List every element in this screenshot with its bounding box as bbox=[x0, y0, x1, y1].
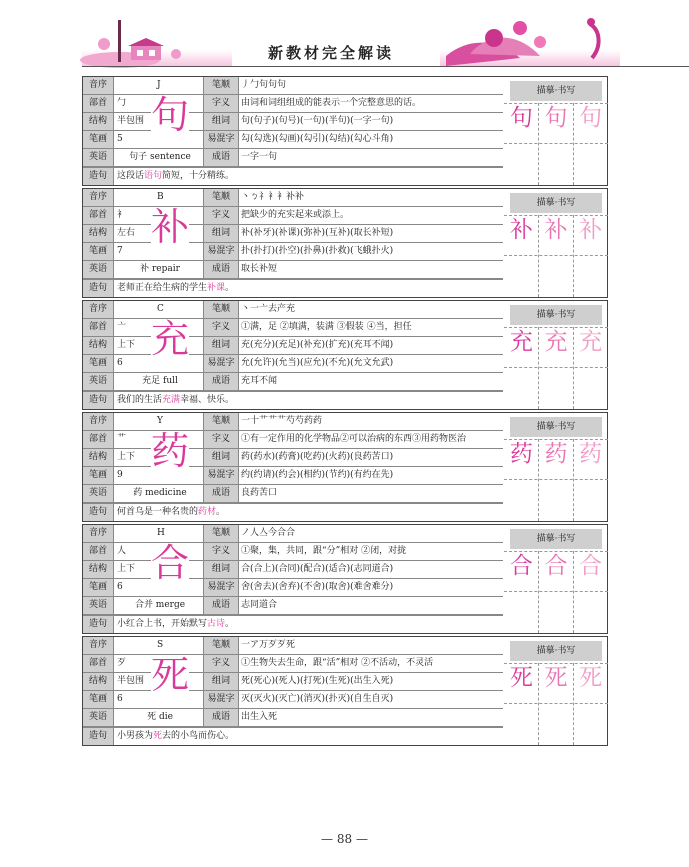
value-english: 药 medicine bbox=[133, 488, 187, 498]
copy-practice-header: 描摹·书写 bbox=[510, 193, 602, 213]
value-pinyin bbox=[117, 525, 203, 542]
value-sentence bbox=[117, 504, 225, 521]
label-yinxu: 音序 bbox=[83, 77, 114, 94]
copy-char-2[interactable]: 补 bbox=[544, 217, 568, 243]
label-bushou: 部首 bbox=[83, 655, 114, 672]
value-zuci: 死(死心)(死人)(打死)(生死)(出生入死) bbox=[241, 676, 394, 686]
character-card-2 bbox=[82, 188, 608, 298]
value-bishun: 一十艹艹艹芍芍药药 bbox=[241, 416, 323, 426]
header-rule bbox=[82, 66, 689, 67]
value-bihua: 6 bbox=[117, 694, 123, 704]
value-chengyu: 取长补短 bbox=[241, 264, 278, 274]
label-jiegou: 结构 bbox=[83, 337, 114, 354]
value-jiegou: 半包围 bbox=[117, 676, 145, 686]
copy-char-1[interactable]: 药 bbox=[509, 441, 533, 467]
copy-char-1[interactable]: 充 bbox=[509, 329, 533, 355]
label-chengyu: 成语 bbox=[203, 261, 239, 278]
label-bishun: 笔顺 bbox=[203, 189, 239, 206]
label-chengyu: 成语 bbox=[203, 373, 239, 390]
copy-char-3[interactable]: 死 bbox=[579, 665, 603, 691]
copy-practice-header: 描摹·书写 bbox=[510, 81, 602, 101]
row-bushou bbox=[83, 655, 503, 673]
row-bihua bbox=[83, 355, 503, 373]
big-character: 补 bbox=[151, 205, 190, 249]
label-bihua: 笔画 bbox=[83, 243, 114, 260]
value-zuci: 句(句子)(句号)(一句)(半句)(一字一句) bbox=[241, 116, 394, 126]
row-yinxu bbox=[83, 189, 503, 207]
value-bihua: 6 bbox=[117, 582, 123, 592]
sentence-pre: 小红合上书，开始默写 bbox=[117, 619, 208, 629]
label-zuci: 组词 bbox=[203, 225, 239, 242]
label-yihunzi: 易混字 bbox=[203, 131, 239, 148]
label-jiegou: 结构 bbox=[83, 225, 114, 242]
copy-characters bbox=[504, 331, 608, 354]
label-zuci: 组词 bbox=[203, 561, 239, 578]
label-bihua: 笔画 bbox=[83, 355, 114, 372]
label-jiegou: 结构 bbox=[83, 113, 114, 130]
big-character: 死 bbox=[151, 653, 190, 697]
value-english: 补 repair bbox=[140, 264, 180, 274]
value-chengyu: 出生入死 bbox=[241, 712, 278, 722]
copy-char-3[interactable]: 合 bbox=[579, 553, 603, 579]
sentence-post: 。 bbox=[216, 507, 226, 517]
row-zaoju bbox=[83, 615, 503, 633]
label-ziyi: 字义 bbox=[203, 543, 239, 560]
row-yingyu bbox=[83, 373, 503, 391]
copy-char-1[interactable]: 句 bbox=[509, 105, 533, 131]
value-english: 死 die bbox=[147, 712, 173, 722]
row-bihua bbox=[83, 579, 503, 597]
row-yinxu bbox=[83, 413, 503, 431]
label-bishun: 笔顺 bbox=[203, 77, 239, 94]
copy-char-1[interactable]: 合 bbox=[509, 553, 533, 579]
row-bushou bbox=[83, 319, 503, 337]
copy-practice-header: 描摹·书写 bbox=[510, 641, 602, 661]
copy-practice-header: 描摹·书写 bbox=[510, 529, 602, 549]
label-ziyi: 字义 bbox=[203, 95, 239, 112]
label-yihunzi: 易混字 bbox=[203, 355, 239, 372]
value-bishun: 丿勹句句句 bbox=[241, 80, 287, 90]
label-yingyu: 英语 bbox=[83, 373, 114, 390]
character-card-3 bbox=[82, 300, 608, 410]
row-yinxu bbox=[83, 77, 503, 95]
value-pinyin bbox=[117, 413, 203, 430]
row-zaoju bbox=[83, 167, 503, 185]
copy-characters bbox=[504, 443, 608, 466]
value-ziyi: 由词和词组组成的能表示一个完整意思的话。 bbox=[241, 98, 422, 108]
label-zuci: 组词 bbox=[203, 673, 239, 690]
label-zaoju: 造句 bbox=[83, 616, 114, 633]
value-ziyi: ①满，足 ②填满，装满 ③假装 ④当，担任 bbox=[241, 322, 412, 332]
value-bushou: 衤 bbox=[117, 210, 127, 220]
label-zaoju: 造句 bbox=[83, 728, 114, 745]
value-bushou: 勹 bbox=[117, 98, 127, 108]
yinxu-letter: H bbox=[157, 528, 165, 538]
copy-characters bbox=[504, 555, 608, 578]
character-card-4 bbox=[82, 412, 608, 522]
value-yihunzi: 允(允许)(允当)(应允)(不允)(允文允武) bbox=[241, 358, 394, 368]
value-pinyin bbox=[117, 637, 203, 654]
yinxu-letter: B bbox=[157, 192, 164, 202]
label-yingyu: 英语 bbox=[83, 485, 114, 502]
label-chengyu: 成语 bbox=[203, 485, 239, 502]
row-yingyu bbox=[83, 709, 503, 727]
copy-char-1[interactable]: 补 bbox=[509, 217, 533, 243]
value-bushou: 人 bbox=[117, 546, 127, 556]
sentence-post: 幸福、快乐。 bbox=[180, 395, 235, 405]
big-character: 句 bbox=[151, 93, 190, 137]
big-character: 药 bbox=[151, 429, 190, 473]
label-yingyu: 英语 bbox=[83, 149, 114, 166]
label-bushou: 部首 bbox=[83, 431, 114, 448]
row-zaoju bbox=[83, 279, 503, 297]
row-bihua bbox=[83, 467, 503, 485]
row-bushou bbox=[83, 431, 503, 449]
value-yihunzi: 勾(勾选)(勾画)(勾引)(勾结)(勾心斗角) bbox=[241, 134, 394, 144]
label-yinxu: 音序 bbox=[83, 413, 114, 430]
header-title: 新教材完全解读 bbox=[267, 44, 394, 62]
page-number: — 88 — bbox=[321, 832, 368, 846]
row-yinxu bbox=[83, 637, 503, 655]
copy-characters bbox=[504, 219, 608, 242]
value-zuci: 药(药水)(药膏)(吃药)(火药)(良药苦口) bbox=[241, 452, 394, 462]
character-card-6 bbox=[82, 636, 608, 746]
character-card-1 bbox=[82, 76, 608, 186]
copy-char-2[interactable]: 充 bbox=[544, 329, 568, 355]
copy-char-2[interactable]: 死 bbox=[544, 665, 568, 691]
row-zaoju bbox=[83, 727, 503, 745]
copy-char-3[interactable]: 补 bbox=[579, 217, 603, 243]
value-chengyu: 一字一句 bbox=[241, 152, 278, 162]
label-yinxu: 音序 bbox=[83, 189, 114, 206]
value-jiegou: 上下 bbox=[117, 452, 136, 462]
label-zaoju: 造句 bbox=[83, 168, 114, 185]
row-yingyu bbox=[83, 597, 503, 615]
value-jiegou: 左右 bbox=[117, 228, 136, 238]
label-yihunzi: 易混字 bbox=[203, 467, 239, 484]
label-jiegou: 结构 bbox=[83, 561, 114, 578]
label-yihunzi: 易混字 bbox=[203, 243, 239, 260]
label-bishun: 笔顺 bbox=[203, 525, 239, 542]
value-bihua: 6 bbox=[117, 358, 123, 368]
value-sentence bbox=[117, 616, 234, 633]
value-bushou: 亠 bbox=[117, 322, 127, 332]
sentence-pre: 老师正在给生病的学生 bbox=[117, 283, 208, 293]
label-bihua: 笔画 bbox=[83, 467, 114, 484]
label-jiegou: 结构 bbox=[83, 449, 114, 466]
value-pinyin bbox=[117, 189, 203, 206]
value-pinyin bbox=[117, 77, 203, 94]
value-bishun: ノ人亼今合合 bbox=[241, 528, 296, 538]
sentence-pre: 这段话 bbox=[117, 171, 145, 181]
value-bishun: 丶ㄅ礻衤衤补补 bbox=[241, 192, 305, 202]
sentence-pre: 何首乌是一种名贵的 bbox=[117, 507, 199, 517]
page-header bbox=[0, 0, 689, 72]
sentence-highlight: 补课 bbox=[207, 283, 226, 293]
copy-char-2[interactable]: 药 bbox=[544, 441, 568, 467]
label-zaoju: 造句 bbox=[83, 392, 114, 409]
value-yihunzi: 舍(舍去)(舍弃)(不舍)(取舍)(难舍难分) bbox=[241, 582, 394, 592]
value-bushou: 艹 bbox=[117, 434, 127, 444]
value-jiegou: 上下 bbox=[117, 340, 136, 350]
row-bushou bbox=[83, 543, 503, 561]
value-chengyu: 充耳不闻 bbox=[241, 376, 278, 386]
sentence-post: 去的小鸟而伤心。 bbox=[162, 731, 235, 741]
row-yingyu bbox=[83, 149, 503, 167]
value-english: 合并 merge bbox=[134, 600, 186, 610]
copy-char-3[interactable]: 句 bbox=[579, 105, 603, 131]
row-bihua bbox=[83, 131, 503, 149]
big-character: 充 bbox=[151, 317, 190, 361]
row-jiegou bbox=[83, 337, 503, 355]
copy-characters bbox=[504, 107, 608, 130]
value-ziyi: ①生物失去生命，跟“活”相对 ②不活动，不灵活 bbox=[241, 658, 434, 668]
label-yihunzi: 易混字 bbox=[203, 691, 239, 708]
label-bushou: 部首 bbox=[83, 543, 114, 560]
label-yingyu: 英语 bbox=[83, 709, 114, 726]
value-bishun: 丶一亠去产充 bbox=[241, 304, 296, 314]
label-ziyi: 字义 bbox=[203, 655, 239, 672]
row-bushou bbox=[83, 207, 503, 225]
sentence-highlight: 充满 bbox=[162, 395, 181, 405]
row-yingyu bbox=[83, 485, 503, 503]
value-yihunzi: 扑(扑打)(扑空)(扑鼻)(扑救)(飞蛾扑火) bbox=[241, 246, 394, 256]
row-bushou bbox=[83, 95, 503, 113]
yinxu-letter: C bbox=[157, 304, 164, 314]
sentence-pre: 我们的生活 bbox=[117, 395, 163, 405]
value-sentence bbox=[117, 280, 234, 297]
sentence-highlight: 古诗 bbox=[207, 619, 226, 629]
label-bushou: 部首 bbox=[83, 319, 114, 336]
row-yinxu bbox=[83, 301, 503, 319]
sentence-post: 。 bbox=[225, 283, 235, 293]
value-bishun: 一ア万歹歹死 bbox=[241, 640, 296, 650]
value-jiegou: 半包围 bbox=[117, 116, 145, 126]
value-zuci: 补(补牙)(补课)(弥补)(互补)(取长补短) bbox=[241, 228, 394, 238]
label-bushou: 部首 bbox=[83, 95, 114, 112]
character-card-5 bbox=[82, 524, 608, 634]
row-yingyu bbox=[83, 261, 503, 279]
row-zaoju bbox=[83, 503, 503, 521]
value-sentence bbox=[117, 168, 234, 185]
copy-char-2[interactable]: 合 bbox=[544, 553, 568, 579]
value-jiegou: 上下 bbox=[117, 564, 136, 574]
value-yihunzi: 约(约请)(约会)(相约)(节约)(有约在先) bbox=[241, 470, 394, 480]
label-ziyi: 字义 bbox=[203, 319, 239, 336]
yinxu-letter: J bbox=[157, 80, 161, 90]
value-english: 句子 sentence bbox=[129, 152, 191, 162]
row-yinxu bbox=[83, 525, 503, 543]
label-zaoju: 造句 bbox=[83, 504, 114, 521]
copy-char-3[interactable]: 充 bbox=[579, 329, 603, 355]
row-bihua bbox=[83, 691, 503, 709]
label-zaoju: 造句 bbox=[83, 280, 114, 297]
label-chengyu: 成语 bbox=[203, 149, 239, 166]
copy-char-2[interactable]: 句 bbox=[544, 105, 568, 131]
label-yinxu: 音序 bbox=[83, 637, 114, 654]
value-zuci: 充(充分)(充足)(补充)(扩充)(充耳不闻) bbox=[241, 340, 394, 350]
row-jiegou bbox=[83, 561, 503, 579]
label-bishun: 笔顺 bbox=[203, 413, 239, 430]
label-bihua: 笔画 bbox=[83, 131, 114, 148]
yinxu-letter: S bbox=[157, 640, 164, 650]
copy-characters bbox=[504, 667, 608, 690]
value-ziyi: ①有一定作用的化学物品②可以治病的东西③用药物医治 bbox=[241, 434, 467, 444]
label-bushou: 部首 bbox=[83, 207, 114, 224]
label-zuci: 组词 bbox=[203, 113, 239, 130]
row-jiegou bbox=[83, 673, 503, 691]
sentence-post: 。 bbox=[225, 619, 235, 629]
label-zuci: 组词 bbox=[203, 449, 239, 466]
row-bihua bbox=[83, 243, 503, 261]
label-yihunzi: 易混字 bbox=[203, 579, 239, 596]
sentence-pre: 小男孩为 bbox=[117, 731, 154, 741]
value-pinyin bbox=[117, 301, 203, 318]
value-sentence bbox=[117, 392, 234, 409]
label-bihua: 笔画 bbox=[83, 579, 114, 596]
label-yingyu: 英语 bbox=[83, 261, 114, 278]
label-yinxu: 音序 bbox=[83, 301, 114, 318]
label-bihua: 笔画 bbox=[83, 691, 114, 708]
copy-practice-header: 描摹·书写 bbox=[510, 305, 602, 325]
label-ziyi: 字义 bbox=[203, 207, 239, 224]
value-chengyu: 良药苦口 bbox=[241, 488, 278, 498]
label-yinxu: 音序 bbox=[83, 525, 114, 542]
value-chengyu: 志同道合 bbox=[241, 600, 278, 610]
yinxu-letter: Y bbox=[157, 416, 163, 426]
sentence-highlight: 药材 bbox=[198, 507, 217, 517]
row-jiegou bbox=[83, 449, 503, 467]
value-bushou: 歹 bbox=[117, 658, 127, 668]
value-ziyi: 把缺少的充实起来或添上。 bbox=[241, 210, 350, 220]
value-sentence bbox=[117, 728, 234, 745]
value-ziyi: ①聚，集，共同，跟“分”相对 ②闭，对拢 bbox=[241, 546, 407, 556]
value-bihua: 5 bbox=[117, 134, 123, 144]
sentence-highlight: 语句 bbox=[144, 171, 163, 181]
label-bishun: 笔顺 bbox=[203, 301, 239, 318]
label-chengyu: 成语 bbox=[203, 709, 239, 726]
label-yingyu: 英语 bbox=[83, 597, 114, 614]
value-bihua: 9 bbox=[117, 470, 123, 480]
value-zuci: 合(合上)(合同)(配合)(适合)(志同道合) bbox=[241, 564, 394, 574]
big-character: 合 bbox=[151, 541, 190, 585]
value-english: 充足 full bbox=[142, 376, 178, 386]
value-bihua: 7 bbox=[117, 246, 123, 256]
sentence-post: 简短，十分精练。 bbox=[162, 171, 235, 181]
row-jiegou bbox=[83, 113, 503, 131]
label-chengyu: 成语 bbox=[203, 597, 239, 614]
label-jiegou: 结构 bbox=[83, 673, 114, 690]
copy-char-3[interactable]: 药 bbox=[579, 441, 603, 467]
row-jiegou bbox=[83, 225, 503, 243]
value-yihunzi: 灭(灭火)(灭亡)(消灭)(扑灭)(自生自灭) bbox=[241, 694, 394, 704]
copy-practice-header: 描摹·书写 bbox=[510, 417, 602, 437]
label-zuci: 组词 bbox=[203, 337, 239, 354]
label-bishun: 笔顺 bbox=[203, 637, 239, 654]
sentence-highlight: 死 bbox=[153, 731, 163, 741]
copy-char-1[interactable]: 死 bbox=[509, 665, 533, 691]
label-ziyi: 字义 bbox=[203, 431, 239, 448]
row-zaoju bbox=[83, 391, 503, 409]
